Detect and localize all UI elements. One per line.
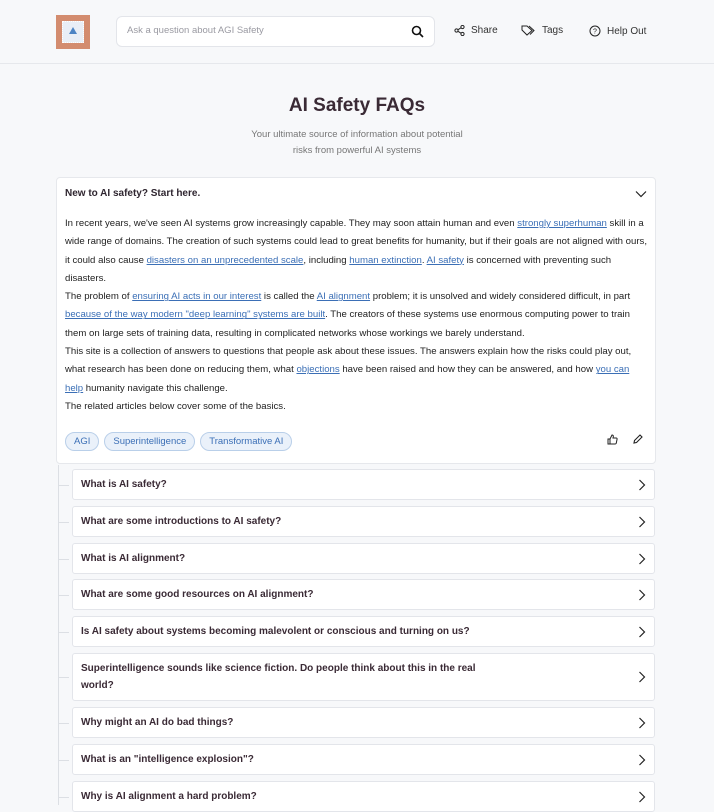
- answer-link[interactable]: because of the way modern "deep learning" systems are built: [65, 309, 326, 321]
- tag-list: [65, 432, 292, 451]
- question-item[interactable]: [72, 506, 655, 537]
- chevron-right-icon: [638, 791, 646, 803]
- answer-text: .: [421, 254, 427, 266]
- intro-answer: [57, 209, 655, 416]
- question-label: What is an "intelligence explosion"?: [81, 754, 254, 765]
- answer-text: The related articles below cover some of the basics.: [65, 400, 286, 412]
- question-item[interactable]: [72, 616, 655, 647]
- top-bar: [0, 0, 714, 64]
- page-subtitle: Your ultimate source of information about potential risks from powerful AI systems: [251, 129, 463, 156]
- question-label: Why might an AI do bad things?: [81, 717, 234, 728]
- tags-label: Tags: [542, 25, 564, 36]
- tag-chip[interactable]: Transformative AI: [200, 432, 292, 451]
- question-item[interactable]: [72, 469, 655, 500]
- tree-connector: [59, 632, 69, 633]
- search-icon[interactable]: [411, 25, 424, 38]
- intro-question: New to AI safety? Start here.: [65, 188, 201, 199]
- intro-card: [56, 177, 656, 464]
- answer-text: have been raised and how they can be answered, and how: [339, 364, 596, 376]
- answer-text: humanity navigate this challenge.: [83, 382, 228, 394]
- chevron-right-icon: [638, 589, 646, 601]
- share-label: Share: [471, 25, 498, 36]
- chevron-right-icon: [638, 717, 646, 729]
- tag-chip[interactable]: Superintelligence: [104, 432, 195, 451]
- answer-link[interactable]: you can help: [65, 364, 630, 394]
- answer-paragraph: [65, 398, 647, 416]
- tree-connector: [59, 485, 69, 486]
- answer-link[interactable]: AI alignment: [316, 291, 371, 303]
- answer-paragraph: [65, 215, 647, 288]
- share-button[interactable]: [454, 25, 498, 36]
- answer-link[interactable]: objections: [296, 364, 340, 376]
- question-label: What is AI safety?: [81, 479, 167, 490]
- chevron-right-icon: [638, 671, 646, 683]
- answer-paragraph: [65, 288, 647, 343]
- answer-link[interactable]: human extinction: [349, 254, 422, 266]
- tree-connector: [59, 559, 69, 560]
- tree-connector: [59, 522, 69, 523]
- chevron-right-icon: [638, 516, 646, 528]
- chevron-right-icon: [638, 479, 646, 491]
- help-icon: [589, 25, 601, 37]
- question-label: What are some introductions to AI safety?: [81, 516, 282, 527]
- question-item[interactable]: [72, 653, 655, 701]
- answer-text: problem; it is unsolved and widely considered difficult, in part: [370, 291, 631, 303]
- answer-link[interactable]: strongly superhuman: [517, 218, 607, 229]
- site-logo[interactable]: [56, 15, 90, 49]
- answer-link[interactable]: disasters on an unprecedented scale: [146, 254, 304, 266]
- question-label: Superintelligence sounds like science fiction. Do people think about this in the real world?: [81, 663, 476, 691]
- tree-connector: [59, 723, 69, 724]
- answer-text: In recent years, we've seen AI systems grow increasingly capable. They may soon attain human and even: [65, 218, 518, 229]
- share-icon: [454, 25, 465, 36]
- answer-link[interactable]: AI safety: [426, 254, 464, 266]
- chevron-down-icon[interactable]: [635, 190, 647, 198]
- tree-connector: [59, 595, 69, 596]
- tag-chip[interactable]: AGI: [65, 432, 99, 451]
- search-box: [116, 16, 435, 47]
- question-item[interactable]: [72, 707, 655, 738]
- answer-text: . The creators of these systems use enormous computing power to train them on large sets of training data, resulting in complicated networks whose workings we barely understand.: [65, 309, 630, 339]
- card-actions: [607, 434, 643, 445]
- chevron-right-icon: [638, 553, 646, 565]
- question-label: What are some good resources on AI alignment?: [81, 589, 314, 600]
- answer-text: This site is a collection of answers to questions that people ask about these issues. The answers explain how the risks could play out, what research has been done on reducing them, what: [65, 346, 632, 376]
- help-out-label: Help Out: [607, 25, 647, 37]
- tree-connector: [59, 760, 69, 761]
- answer-text: is called the: [261, 291, 317, 303]
- answer-text: , including: [303, 254, 350, 266]
- question-label: Is AI safety about systems becoming malevolent or conscious and turning on us?: [81, 626, 470, 637]
- question-item[interactable]: [72, 781, 655, 812]
- svg-text:?: ?: [593, 28, 597, 36]
- answer-text: is concerned with preventing such disasters.: [65, 254, 612, 284]
- intro-question-header[interactable]: [57, 178, 655, 209]
- edit-pencil-icon[interactable]: [632, 434, 643, 445]
- chevron-right-icon: [638, 754, 646, 766]
- answer-text: skill in a wide range of domains. The creation of such systems could lead to great benefits for humanity, but if their goals are not aligned with ours, it could also cause: [65, 218, 647, 266]
- question-item[interactable]: [72, 579, 655, 610]
- question-item[interactable]: [72, 543, 655, 574]
- answer-text: The problem of: [65, 291, 133, 303]
- tree-connector: [59, 797, 69, 798]
- tree-line: [58, 465, 59, 805]
- search-input[interactable]: [127, 25, 397, 36]
- answer-paragraph: [65, 343, 647, 398]
- question-label: What is AI alignment?: [81, 553, 186, 564]
- question-label: Why is AI alignment a hard problem?: [81, 791, 257, 802]
- help-out-button[interactable]: [589, 25, 646, 37]
- tags-button[interactable]: [521, 25, 563, 36]
- answer-link[interactable]: ensuring AI acts in our interest: [132, 291, 262, 303]
- question-item[interactable]: [72, 744, 655, 775]
- page-title: AI Safety FAQs: [288, 95, 426, 116]
- tree-connector: [59, 677, 69, 678]
- thumbs-up-icon[interactable]: [607, 434, 618, 445]
- tag-icon: [521, 25, 536, 36]
- chevron-right-icon: [638, 626, 646, 638]
